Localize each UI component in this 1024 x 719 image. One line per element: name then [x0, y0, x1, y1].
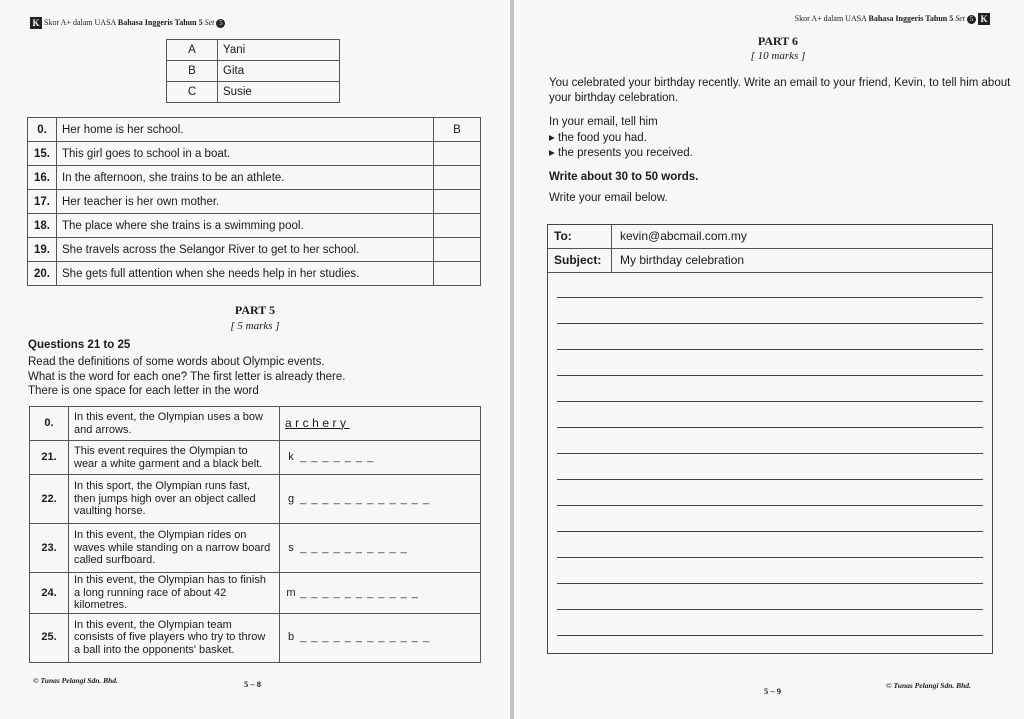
table-row: [28, 262, 481, 286]
part5-marks: [ 5 marks ]: [230, 320, 280, 332]
definition-text: In this event, the Olympian uses a bow and arrows.: [69, 407, 280, 441]
question-number: 21.: [30, 441, 69, 475]
table-row: [30, 524, 481, 573]
page-number: 5 – 9: [764, 686, 781, 696]
answer-cell[interactable]: [434, 262, 481, 286]
list-item: [549, 146, 693, 162]
writing-line: [557, 375, 983, 376]
subject-label: Subject:: [548, 249, 612, 272]
question-number: 18.: [28, 214, 57, 238]
question-number: 20.: [28, 262, 57, 286]
bullet-icon: ▸: [549, 147, 558, 159]
table-row: [28, 190, 481, 214]
write-below-note: Write your email below.: [549, 192, 668, 204]
letter-blanks: _ _ _ _ _ _ _ _ _ _ _ _: [300, 631, 431, 644]
matching-table: [27, 117, 481, 286]
question-text: Her home is her school.: [57, 118, 434, 142]
header-subject: Bahasa Inggeris Tahun 5: [868, 13, 954, 23]
table-row: [30, 573, 481, 614]
answer-cell: B: [434, 118, 481, 142]
left-page: [0, 0, 510, 719]
writing-line: [557, 297, 983, 298]
writing-line: [557, 479, 983, 480]
question-text: She gets full attention when she needs help in her studies.: [57, 262, 434, 286]
header: [795, 13, 990, 25]
footer-publisher: © Tunas Pelangi Sdn. Bhd.: [886, 681, 971, 690]
question-text: Her teacher is her own mother.: [57, 190, 434, 214]
table-row: [30, 407, 481, 441]
answer-cell[interactable]: [434, 142, 481, 166]
bullet-text: the presents you received.: [557, 147, 693, 159]
task-line: your birthday celebration.: [549, 92, 679, 104]
table-row: [30, 441, 481, 475]
email-subject-row: [548, 249, 992, 273]
header-set-label: Set: [204, 17, 215, 27]
word-count-note: Write about 30 to 50 words.: [549, 171, 699, 183]
tell-him-text: In your email, tell him: [549, 116, 658, 128]
writing-line: [557, 609, 983, 610]
writing-line: [557, 635, 983, 636]
example-answer: archery: [285, 415, 350, 430]
answer-cell[interactable]: [280, 441, 481, 475]
task-line: You celebrated your birthday recently. Write an email to your friend, Kevin, to tell him about: [549, 77, 1011, 89]
header-subject: Bahasa Inggeris Tahun 5: [117, 17, 203, 27]
bullet-text: the food you had.: [557, 131, 647, 144]
letter-blanks: _ _ _ _ _ _ _: [300, 451, 375, 464]
first-letter: s: [288, 541, 294, 554]
writing-line: [557, 583, 983, 584]
definition-text: In this event, the Olympian rides on waves while standing on a narrow board called surfboard.: [69, 524, 280, 573]
question-number: 17.: [28, 190, 57, 214]
table-row: [28, 214, 481, 238]
answer-cell[interactable]: [280, 524, 481, 573]
table-row: [30, 475, 481, 524]
table-row: [30, 613, 481, 662]
table-row: [28, 118, 481, 142]
answer-cell[interactable]: [434, 190, 481, 214]
question-text: She travels across the Selangor River to get to her school.: [57, 238, 434, 262]
table-row: [28, 166, 481, 190]
option-row: [167, 61, 340, 82]
first-letter: g: [287, 492, 295, 505]
option-letter: B: [167, 61, 218, 82]
writing-line: [557, 349, 983, 350]
question-number: 16.: [28, 166, 57, 190]
part5-title: PART 5: [234, 303, 276, 317]
questions-heading: Questions 21 to 25: [28, 339, 131, 351]
instruction-line: There is one space for each letter in the word: [28, 385, 259, 397]
part6-task: [549, 76, 1010, 106]
to-value: kevin@abcmail.com.my: [620, 229, 747, 243]
question-text: In the afternoon, she trains to be an athlete.: [57, 166, 434, 190]
writing-line: [557, 401, 983, 402]
to-label: To:: [548, 225, 612, 248]
question-number: 19.: [28, 238, 57, 262]
set-number-badge: 5: [967, 15, 976, 24]
answer-cell[interactable]: [280, 475, 481, 524]
answer-cell[interactable]: [280, 573, 481, 614]
letter-blanks: _ _ _ _ _ _ _ _ _ _ _: [300, 586, 419, 599]
option-row: [167, 40, 340, 61]
answer-cell[interactable]: [280, 613, 481, 662]
option-name: Yani: [218, 40, 340, 61]
answer-cell[interactable]: [434, 166, 481, 190]
page-number: 5 – 8: [244, 679, 261, 689]
first-letter: k: [288, 451, 294, 464]
option-letter: A: [167, 40, 218, 61]
part6-marks: [ 10 marks ]: [750, 50, 806, 62]
question-number: 25.: [30, 613, 69, 662]
instruction-line: What is the word for each one? The first letter is already there.: [28, 370, 346, 383]
table-row: [28, 142, 481, 166]
writing-line: [557, 427, 983, 428]
letter-blanks: _ _ _ _ _ _ _ _ _ _: [300, 541, 408, 554]
part5-instructions: [28, 355, 345, 399]
part6-title: PART 6: [757, 34, 799, 48]
answer-cell[interactable]: [434, 238, 481, 262]
option-row: [167, 82, 340, 103]
header-prefix: Skor A+ dalam UASA: [44, 17, 116, 27]
tell-him-list: [549, 115, 693, 162]
word-table: [29, 406, 481, 663]
definition-text: In this event, the Olympian has to finish a long running race of about 42 kilometres.: [69, 573, 280, 614]
email-answer-box: [547, 224, 993, 654]
option-name: Gita: [218, 61, 340, 82]
letter-blanks: _ _ _ _ _ _ _ _ _ _ _ _: [300, 492, 431, 505]
list-item: [549, 131, 693, 147]
right-page: [514, 0, 1024, 719]
definition-text: This event requires the Olympian to wear a white garment and a black belt.: [69, 441, 280, 475]
writing-line: [557, 323, 983, 324]
question-number: 15.: [28, 142, 57, 166]
writing-line: [557, 453, 983, 454]
publisher-logo-icon: K: [978, 13, 990, 25]
question-text: The place where she trains is a swimming pool.: [57, 214, 434, 238]
answer-cell[interactable]: [434, 214, 481, 238]
first-letter: b: [287, 631, 295, 644]
writing-line: [557, 505, 983, 506]
definition-text: In this sport, the Olympian runs fast, then jumps high over an object called vaulting horse.: [69, 475, 280, 524]
first-letter: m: [286, 586, 296, 599]
question-text: This girl goes to school in a boat.: [57, 142, 434, 166]
definition-text: In this event, the Olympian team consists of five players who try to throw a ball into the opponents' basket.: [69, 613, 280, 662]
header: [30, 17, 225, 29]
publisher-logo-icon: K: [30, 17, 42, 29]
question-number: 23.: [30, 524, 69, 573]
question-number: 22.: [30, 475, 69, 524]
options-table: [166, 39, 340, 103]
question-number: 24.: [30, 573, 69, 614]
header-set-label: Set: [955, 13, 965, 23]
question-number: 0.: [28, 118, 57, 142]
writing-line: [557, 531, 983, 532]
subject-value: My birthday celebration: [620, 253, 745, 267]
answer-cell: [280, 407, 481, 441]
set-number-badge: 5: [216, 19, 225, 28]
bullet-icon: ▸: [549, 131, 558, 144]
footer-publisher: © Tunas Pelangi Sdn. Bhd.: [33, 676, 118, 685]
email-to-row: [548, 225, 992, 249]
table-row: [28, 238, 481, 262]
question-number: 0.: [30, 407, 69, 441]
instruction-line: Read the definitions of some words about Olympic events.: [28, 356, 325, 368]
writing-line: [557, 557, 983, 558]
option-name: Susie: [218, 82, 340, 103]
header-prefix: Skor A+ dalam UASA: [794, 13, 867, 23]
option-letter: C: [167, 82, 218, 103]
